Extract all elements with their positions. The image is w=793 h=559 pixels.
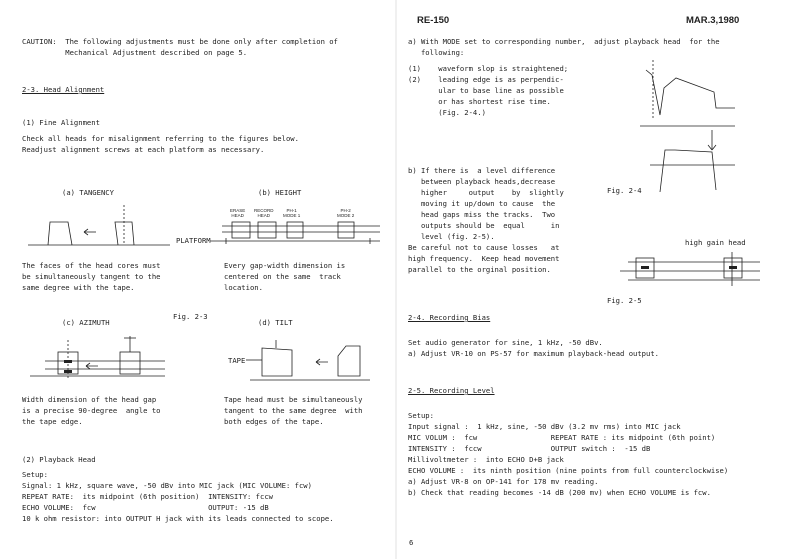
- caution-line-2: Mechanical Adjustment described on page 5.: [22, 48, 248, 57]
- setup-line-4: 10 k ohm resistor: into OUTPUT H jack with its leads connected to scope.: [22, 514, 334, 523]
- tilt-diagram: [246, 340, 370, 380]
- caution-line-1: CAUTION: The following adjustments must be done only after completion of: [22, 37, 338, 46]
- date: MAR.3,1980: [686, 15, 740, 26]
- azimuth-text-1: Width dimension of the head gap: [22, 395, 157, 404]
- rec-level-line-8: b) Check that reading becomes -14 dB (200 mv) when ECHO VOLUME is fcw.: [408, 488, 711, 497]
- record-head-label: RECORD HEAD: [254, 208, 274, 218]
- fig-2-4-caption: Fig. 2-4: [607, 186, 642, 195]
- a-line-7: (Fig. 2-4.): [408, 108, 486, 117]
- page-number: 6: [409, 538, 414, 547]
- height-label: (b) HEIGHT: [258, 188, 302, 197]
- a-line-5: ular to base line as possible: [408, 86, 564, 95]
- tilt-label: (d) TILT: [258, 318, 293, 327]
- section-2-3-title: 2-3. Head Alignment: [22, 85, 105, 94]
- height-diagram: [210, 222, 380, 244]
- azimuth-diagram: [30, 336, 165, 380]
- rec-level-line-2: Input signal : 1 kHz, sine, -50 dBv (3.2 mv rms) into MIC jack: [408, 422, 681, 431]
- height-text-2: centered on the same track: [224, 272, 341, 281]
- height-text-3: location.: [224, 283, 263, 292]
- ph2-label: PH-2 MODE 2: [337, 208, 355, 218]
- b-line-2: between playback heads,decrease: [408, 177, 556, 186]
- setup-line-2: REPEAT RATE: its midpoint (6th position) INTENSITY: fccw: [22, 492, 273, 501]
- rec-bias-line-2: a) Adjust VR-10 on PS-57 for maximum playback-head output.: [408, 349, 659, 358]
- b-line-7: level (fig. 2-5).: [408, 232, 495, 241]
- azimuth-label: (c) AZIMUTH: [62, 318, 110, 327]
- setup-label: Setup:: [22, 470, 48, 479]
- tilt-text-2: tangent to the same degree with: [224, 406, 363, 415]
- tilt-text-1: Tape head must be simultaneously: [224, 395, 363, 404]
- b-line-1: b) If there is a level difference: [408, 166, 556, 175]
- rec-level-line-7: a) Adjust VR-8 on OP-141 for 178 mv reading.: [408, 477, 599, 486]
- b-line-10: parallel to the orginal position.: [408, 265, 551, 274]
- tangency-text-3: same degree with the tape.: [22, 283, 135, 292]
- fig-2-5-caption: Fig. 2-5: [607, 296, 642, 305]
- section-2-4-title: 2-4. Recording Bias: [408, 313, 491, 322]
- rec-level-line-4: INTENSITY : fccw OUTPUT switch : -15 dB: [408, 444, 651, 453]
- rec-level-line-6: ECHO VOLUME : its ninth position (nine points from full counterclockwise): [408, 466, 729, 475]
- tilt-text-3: both edges of the tape.: [224, 417, 324, 426]
- fig-2-3-caption: Fig. 2-3: [173, 312, 208, 321]
- high-gain-label: high gain head: [685, 238, 746, 247]
- a-line-6: or has shortest rise time.: [408, 97, 551, 106]
- b-line-5: head gaps miss the tracks. Two: [408, 210, 556, 219]
- erase-head-label: ERASE HEAD: [230, 208, 246, 218]
- setup-line-1: Signal: 1 kHz, square wave, -50 dBv into MIC jack (MIC VOLUME: fcw): [22, 481, 312, 490]
- b-line-4: moving it up/down to cause the: [408, 199, 556, 208]
- ph1-label: PH-1 MODE 1: [283, 208, 301, 218]
- section-2-5-title: 2-5. Recording Level: [408, 386, 495, 395]
- rec-bias-line-1: Set audio generator for sine, 1 kHz, -50 dBv.: [408, 338, 603, 347]
- tangency-label: (a) TANGENCY: [62, 188, 114, 197]
- model-title: RE-150: [417, 15, 450, 26]
- azimuth-text-3: the tape edge.: [22, 417, 83, 426]
- rec-level-line-5: Millivoltmeter : into ECHO D+B jack: [408, 455, 564, 464]
- tangency-diagram: [28, 205, 170, 245]
- b-line-3: higher output by slightly: [408, 188, 564, 197]
- a-line-1: a) With MODE set to corresponding number, adjust playback head for the: [408, 37, 720, 46]
- fig-2-4-waveforms: [640, 60, 735, 192]
- rec-level-line-1: Setup:: [408, 411, 434, 420]
- tape-label: TAPE: [228, 356, 246, 365]
- fine-text-1: Check all heads for misalignment referring to the figures below.: [22, 134, 299, 143]
- tangency-text-1: The faces of the head cores must: [22, 261, 161, 270]
- a-line-4: (2) leading edge is as perpendic-: [408, 75, 564, 84]
- a-line-2: following:: [408, 48, 465, 57]
- b-line-8: Be careful not to cause losses at: [408, 243, 560, 252]
- tangency-text-2: be simultaneously tangent to the: [22, 272, 161, 281]
- platform-label: PLATFORM: [176, 236, 211, 245]
- b-line-9: high frequency. Keep head movement: [408, 254, 560, 263]
- azimuth-text-2: is a precise 90-degree angle to: [22, 406, 161, 415]
- rec-level-line-3: MIC VOLUM : fcw REPEAT RATE : its midpoint (6th point): [408, 433, 716, 442]
- a-line-3: (1) waveform slop is straightened;: [408, 64, 569, 73]
- fine-text-2: Readjust alignment screws at each platform as necessary.: [22, 145, 265, 154]
- height-text-1: Every gap-width dimension is: [224, 261, 346, 270]
- playback-title: (2) Playback Head: [22, 455, 96, 464]
- b-line-6: outputs should be equal in: [408, 221, 560, 230]
- fine-alignment-title: (1) Fine Alignment: [22, 118, 100, 127]
- setup-line-3: ECHO VOLUME: fcw OUTPUT: -15 dB: [22, 503, 269, 512]
